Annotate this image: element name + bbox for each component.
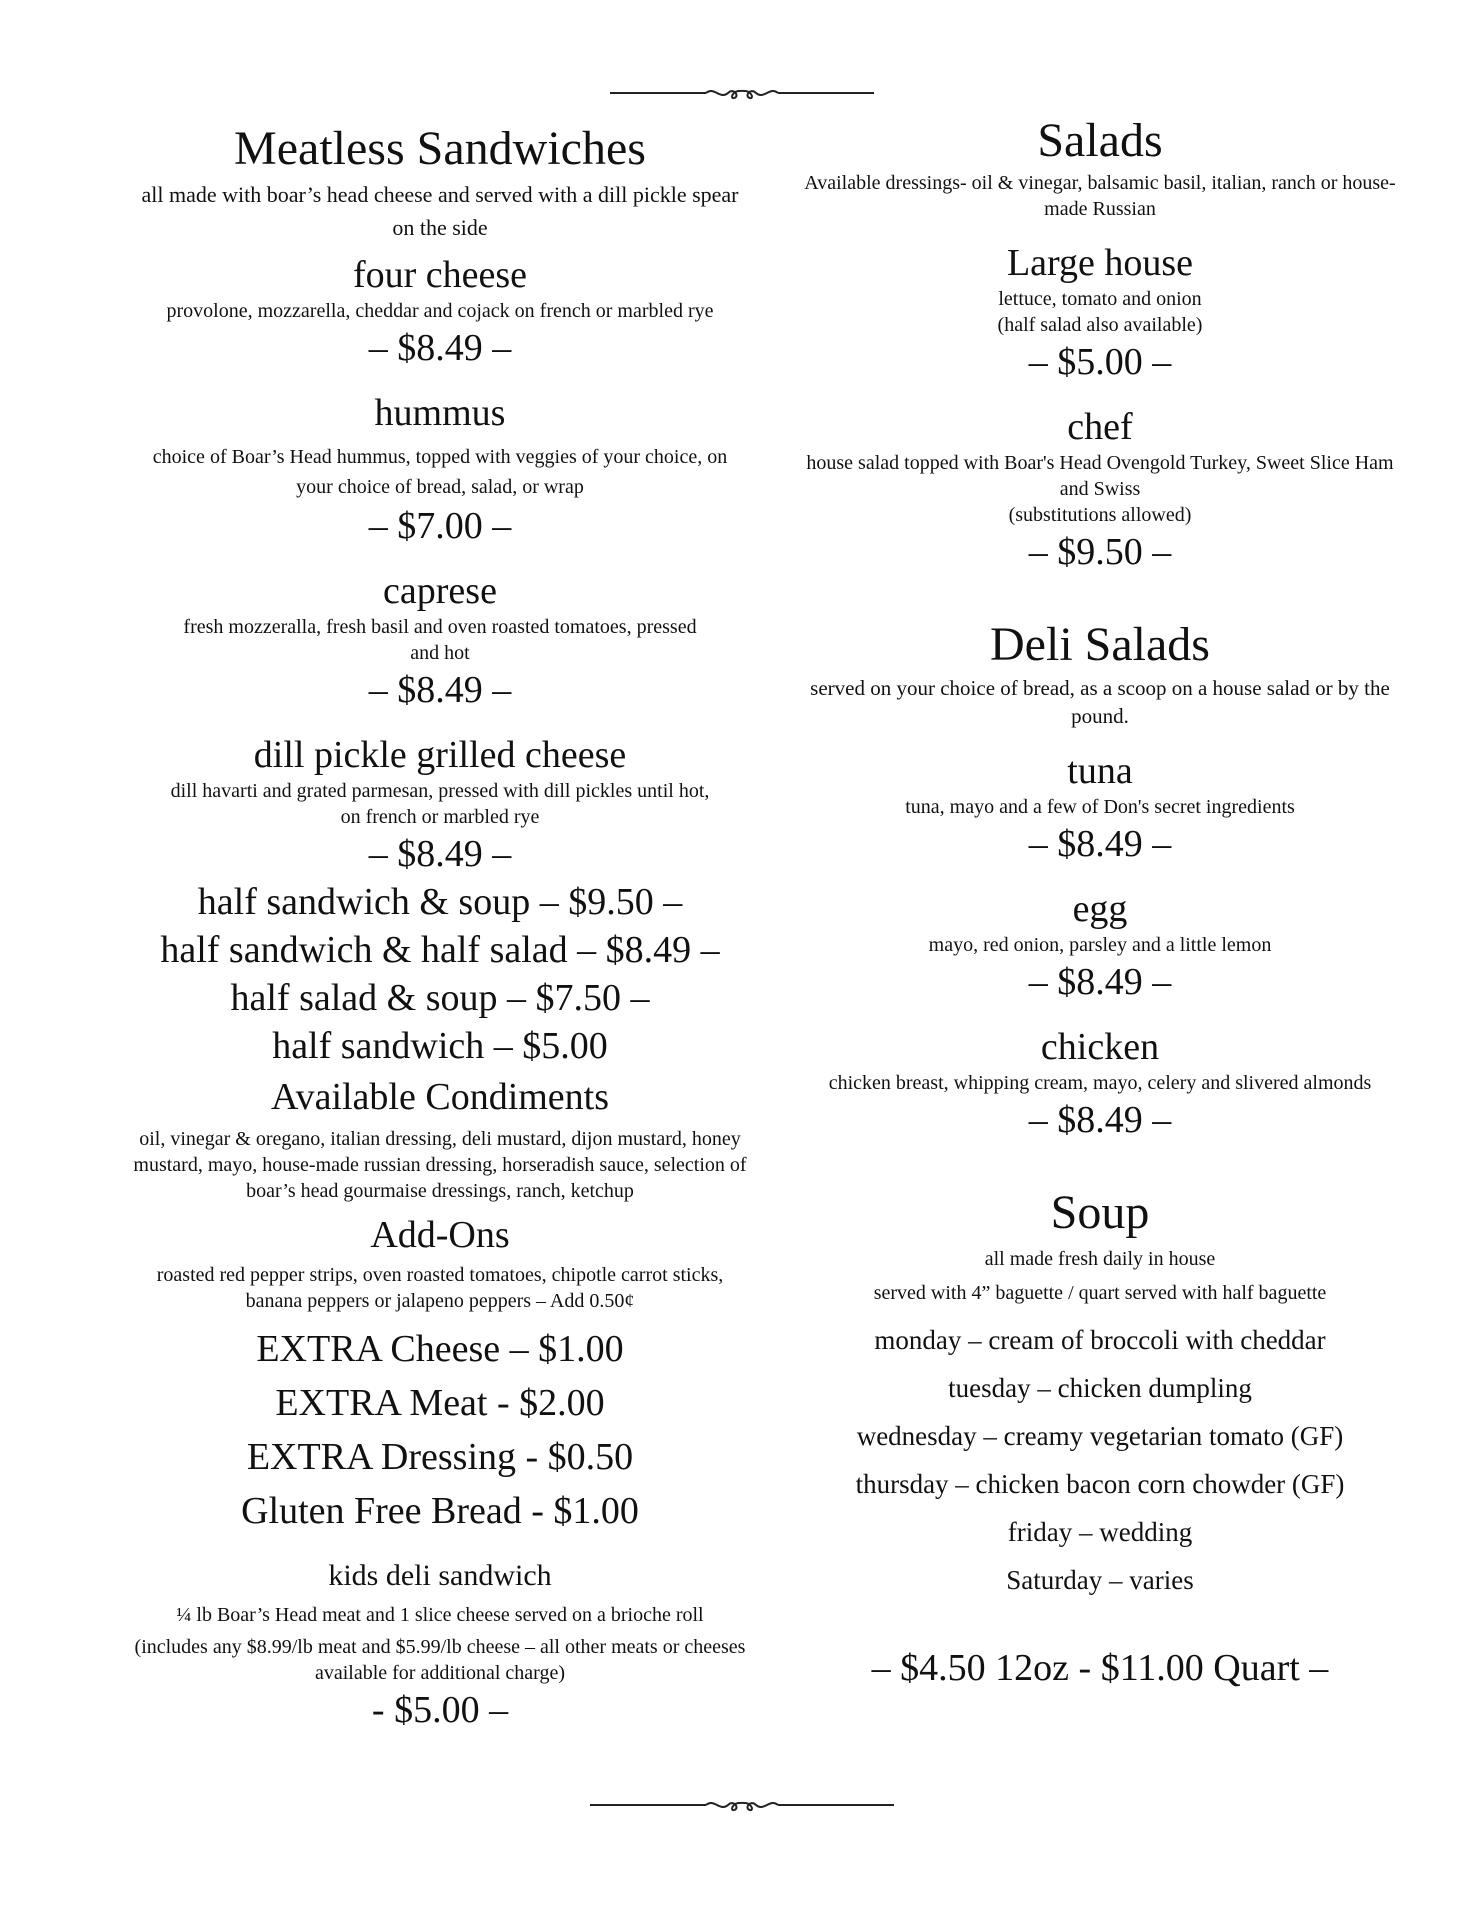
menu-item-large-house [790,240,1410,386]
item-desc: lettuce, tomato and onion [998,288,1202,310]
extra-line: EXTRA Meat - $2.00 [275,1382,605,1424]
salads-title: Salads [1037,114,1163,167]
item-price: – $8.49 – [368,833,512,875]
item-price: – $5.00 – [1028,341,1172,383]
item-desc: ¼ lb Boar’s Head meat and 1 slice cheese served on a brioche roll [176,1604,704,1626]
combo-line: half sandwich – $5.00 [272,1025,608,1067]
menu-item-chicken [790,1024,1410,1144]
meatless-subtitle: all made with boar’s head cheese and served with a dill pickle spear on the side [141,182,739,240]
extra-line: EXTRA Dressing - $0.50 [246,1436,634,1478]
addons-title: Add-Ons [370,1214,510,1256]
item-name: four cheese [352,254,528,296]
item-price: – $8.49 – [368,327,512,369]
item-name: Large house [1006,242,1194,284]
soup-day: thursday – chicken bacon corn chowder (GF) [855,1469,1345,1499]
soup-day: friday – wedding [1007,1517,1193,1547]
item-name: tuna [1067,750,1133,792]
item-name: dill pickle grilled cheese [253,734,627,776]
combo-list [130,878,750,1070]
item-desc: tuna, mayo and a few of Don's secret ingredients [905,796,1295,818]
combo-line: half sandwich & half salad – $8.49 – [160,929,720,971]
soup-days-list [790,1316,1410,1604]
soup-day: Saturday – varies [1006,1565,1194,1595]
item-note: (half salad also available) [997,314,1203,336]
menu-item-egg [790,886,1410,1006]
soup-line-1: all made fresh daily in house [984,1248,1216,1270]
menu-item-hummus [130,390,750,550]
deli-salads-subtitle: served on your choice of bread, as a scoop on a house salad or by the pound. [810,676,1390,728]
menu-item-dill-pickle-grilled-cheese [130,732,750,878]
item-desc: provolone, mozzarella, cheddar and cojack on french or marbled rye [166,300,714,322]
menu-item-tuna [790,748,1410,868]
item-name: caprese [383,570,497,612]
soup-line-2: served with 4” baguette / quart served with half baguette [873,1282,1327,1304]
bottom-ornament [0,1794,1484,1821]
menu-item-caprese [130,568,750,714]
combo-line: half salad & soup – $7.50 – [230,977,650,1019]
meatless-title: Meatless Sandwiches [234,122,646,175]
top-ornament [0,82,1484,109]
soup-day: wednesday – creamy vegetarian tomato (GF) [856,1421,1344,1451]
item-name: chicken [1040,1026,1160,1068]
item-name: chef [1067,406,1133,448]
item-desc: house salad topped with Boar's Head Ovengold Turkey, Sweet Slice Ham and Swiss [806,452,1394,500]
extra-line: EXTRA Cheese – $1.00 [256,1328,624,1370]
deli-salads-title: Deli Salads [990,618,1210,671]
addons-desc: roasted red pepper strips, oven roasted tomatoes, chipotle carrot sticks, banana peppers or jalapeno peppers – Add 0.50¢ [156,1264,724,1312]
item-name: hummus [374,392,506,434]
right-column [790,112,1410,1692]
extra-line: Gluten Free Bread - $1.00 [241,1490,639,1532]
menu-item-kids-deli-sandwich [130,1556,750,1734]
item-desc: dill havarti and grated parmesan, pressed with dill pickles until hot, on french or marbled rye [170,780,710,828]
item-desc: (includes any $8.99/lb meat and $5.99/lb cheese – all other meats or cheeses available for additional charge) [134,1636,746,1684]
item-desc: choice of Boar’s Head hummus, topped with veggies of your choice, on your choice of bread, salad, or wrap [152,446,728,498]
soup-title: Soup [1050,1186,1150,1239]
item-desc: mayo, red onion, parsley and a little lemon [928,934,1272,956]
item-name: kids deli sandwich [328,1559,552,1592]
menu-item-chef [790,404,1410,576]
soup-day: tuesday – chicken dumpling [948,1373,1252,1403]
item-desc: chicken breast, whipping cream, mayo, celery and slivered almonds [828,1072,1372,1094]
item-price: – $7.00 – [368,505,512,547]
item-price: – $8.49 – [1028,1099,1172,1141]
item-price: – $8.49 – [1028,823,1172,865]
item-price: – $8.49 – [368,669,512,711]
item-price: – $9.50 – [1028,531,1172,573]
item-desc: fresh mozzeralla, fresh basil and oven roasted tomatoes, pressed and hot [183,616,697,664]
soup-day: monday – cream of broccoli with cheddar [874,1325,1326,1355]
flourish-icon [602,82,882,104]
condiments-desc: oil, vinegar & oregano, italian dressing, deli mustard, dijon mustard, honey mustard, mayo, house-made russian dressing, horseradish sauce, selection of boar’s head gourmaise dressings, ranch, ketchup [133,1128,747,1202]
extras-list [130,1322,750,1538]
soup-price: – $4.50 12oz - $11.00 Quart – [871,1647,1329,1689]
condiments-title: Available Condiments [270,1076,610,1118]
item-price: – $8.49 – [1028,961,1172,1003]
flourish-icon [582,1794,902,1816]
combo-line: half sandwich & soup – $9.50 – [197,881,683,923]
left-column [130,120,750,1734]
item-name: egg [1072,888,1128,930]
menu-item-four-cheese [130,252,750,372]
item-price: - $5.00 – [371,1689,509,1731]
item-note: (substitutions allowed) [1008,504,1192,526]
salads-subtitle: Available dressings- oil & vinegar, balsamic basil, italian, ranch or house-made Russian [804,172,1396,220]
